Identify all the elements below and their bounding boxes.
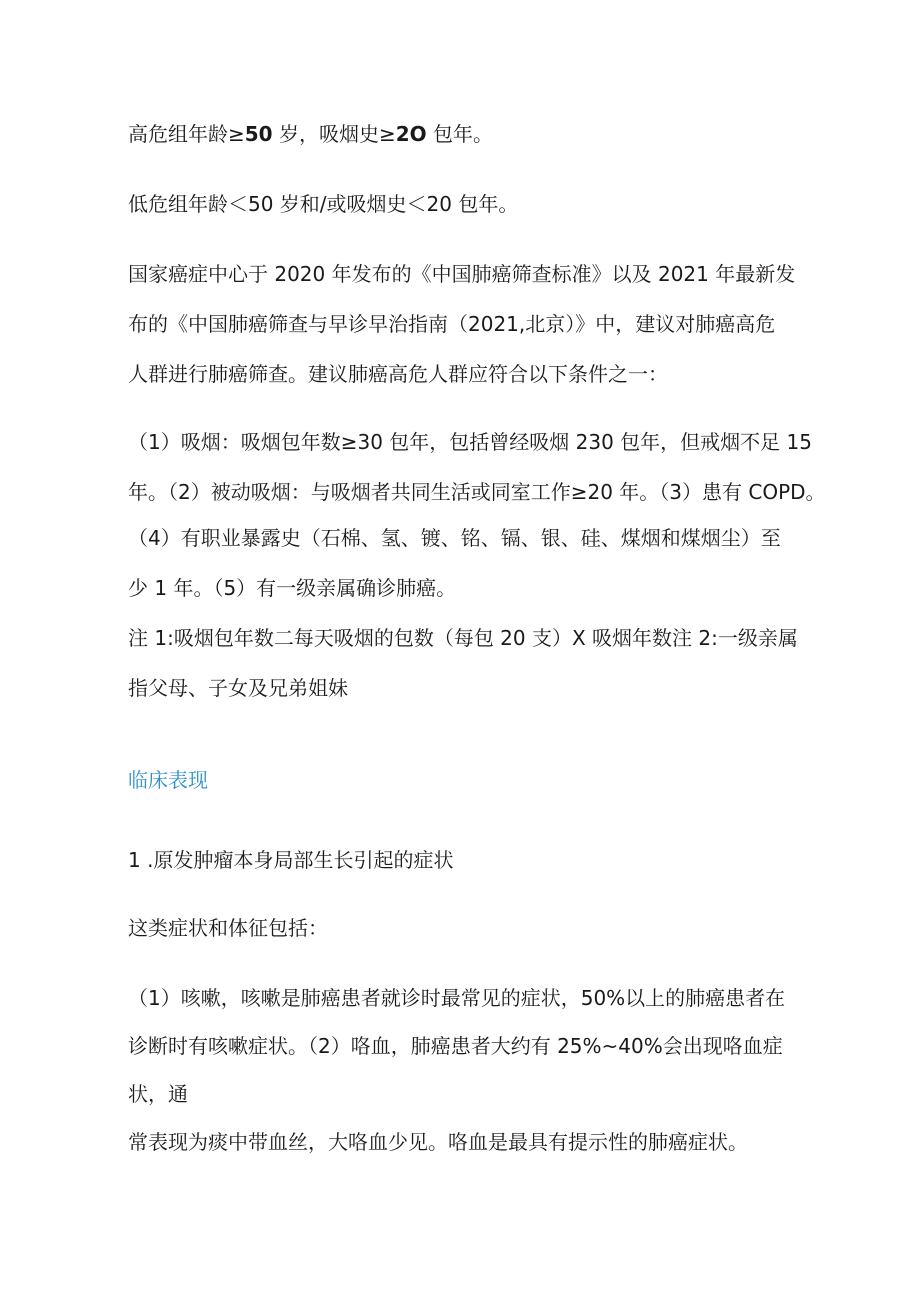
high-risk-age: 50	[244, 122, 273, 146]
symptom-line: 诊断时有咳嗽症状。（2）咯血，肺癌患者大约有 25%~40%会出现咯血症	[128, 1034, 783, 1058]
note-line: 注 1:吸烟包年数二每天吸烟的包数（每包 20 支）X 吸烟年数注 2:一级亲属	[128, 626, 798, 650]
high-risk-mid: 岁，吸烟史≥	[272, 122, 396, 146]
low-risk-criteria: 低危组年龄＜50 岁和/或吸烟史＜20 包年。	[128, 192, 519, 216]
section-heading: 临床表现	[128, 768, 208, 792]
symptom-line: （1）咳嗽，咳嗽是肺癌患者就诊时最常见的症状，50%以上的肺癌患者在	[128, 986, 786, 1010]
symptom-line: 常表现为痰中带血丝，大咯血少见。咯血是最具有提示性的肺癌症状。	[128, 1130, 748, 1154]
subsection-title: 1 .原发肿瘤本身局部生长引起的症状	[128, 848, 454, 872]
condition-line: 少 1 年。（5）有一级亲属确诊肺癌。	[128, 576, 457, 600]
note-line: 指父母、子女及兄弟姐妹	[128, 676, 348, 700]
high-risk-prefix: 高危组年龄≥	[128, 122, 245, 146]
high-risk-suffix: 包年。	[426, 122, 494, 146]
symptom-line: 状，通	[128, 1082, 188, 1106]
guideline-intro-line: 国家癌症中心于 2020 年发布的《中国肺癌筛查标准》以及 2021 年最新发	[128, 262, 796, 286]
guideline-intro-line: 布的《中国肺癌筛查与早诊早治指南（2021,北京）》中，建议对肺癌高危	[128, 312, 776, 336]
high-risk-criteria	[128, 120, 808, 148]
condition-line: 年。（2）被动吸烟：与吸烟者共同生活或同室工作≥20 年。（3）患有 COPD。	[128, 480, 826, 504]
condition-line: （1）吸烟：吸烟包年数≥30 包年，包括曾经吸烟 230 包年，但戒烟不足 15	[128, 430, 812, 454]
guideline-intro-line: 人群进行肺癌筛查。建议肺癌高危人群应符合以下条件之一：	[128, 362, 668, 386]
symptoms-intro: 这类症状和体征包括：	[128, 916, 328, 940]
condition-line: （4）有职业暴露史（石棉、氢、镀、铭、镉、银、硅、煤烟和煤烟尘）至	[128, 526, 781, 550]
high-risk-pack: 2O	[395, 122, 427, 146]
